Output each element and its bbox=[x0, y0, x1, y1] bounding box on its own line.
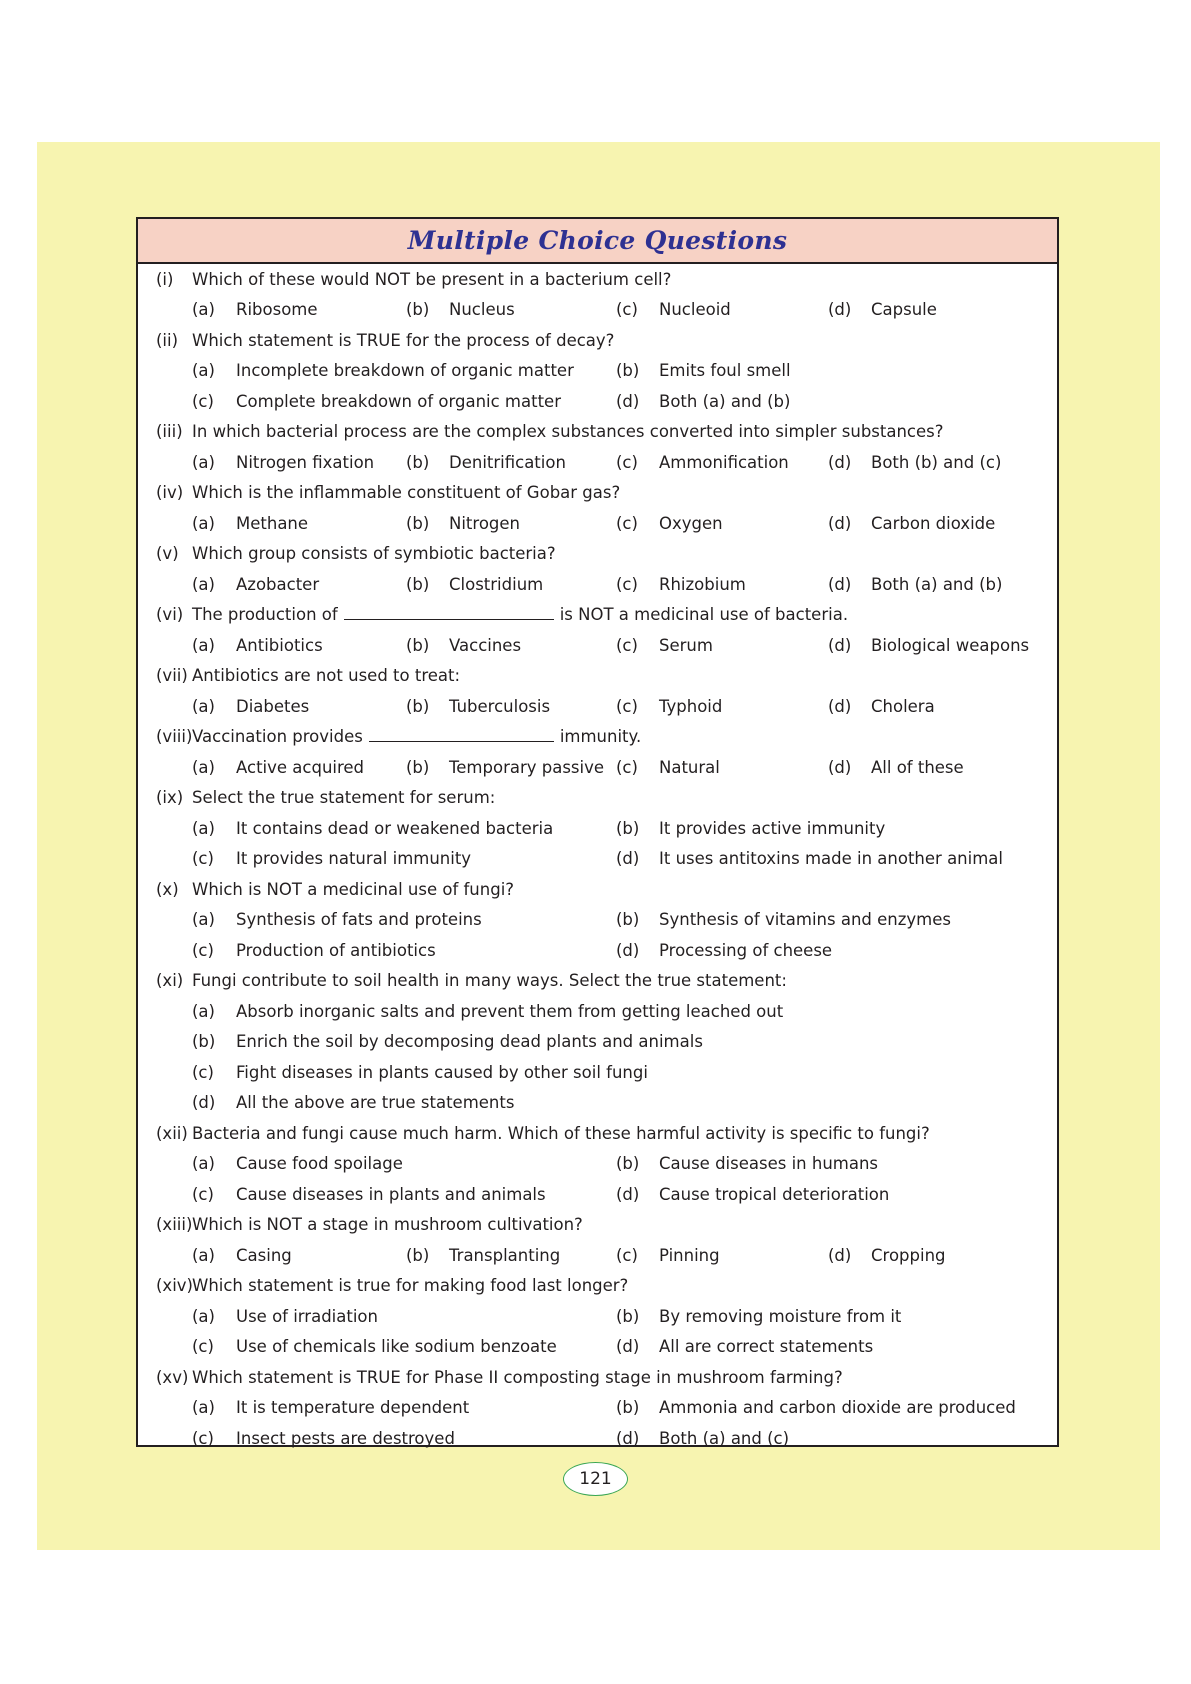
question-row bbox=[138, 783, 1057, 814]
option-label: (b) bbox=[406, 300, 430, 319]
option-label: (d) bbox=[192, 1093, 216, 1112]
option-text: Methane bbox=[236, 513, 309, 533]
option-label: (c) bbox=[616, 513, 638, 533]
question-number: (i) bbox=[156, 269, 174, 289]
option-text: Natural bbox=[659, 757, 720, 777]
option-text: Synthesis of vitamins and enzymes bbox=[659, 910, 951, 929]
option-label: (d) bbox=[828, 696, 852, 716]
option-label: (a) bbox=[192, 452, 215, 472]
question-row bbox=[138, 875, 1057, 906]
option-text: Use of chemicals like sodium benzoate bbox=[236, 1337, 557, 1356]
option-text: Casing bbox=[236, 1245, 292, 1265]
question-text: Which is the inflammable constituent of Gobar gas? bbox=[192, 483, 621, 502]
question-text: Which statement is TRUE for Phase II composting stage in mushroom farming? bbox=[192, 1367, 843, 1387]
option-text: All the above are true statements bbox=[236, 1093, 515, 1112]
question-text: In which bacterial process are the complex substances converted into simpler substances? bbox=[192, 422, 944, 441]
option-text: Rhizobium bbox=[659, 574, 746, 594]
question-text: Which of these would NOT be present in a bacterium cell? bbox=[192, 269, 672, 289]
question-text: Which is NOT a medicinal use of fungi? bbox=[192, 879, 515, 899]
option-label: (d) bbox=[828, 1245, 852, 1265]
option-text: It is temperature dependent bbox=[236, 1398, 470, 1417]
option-label: (c) bbox=[192, 940, 214, 960]
options-row bbox=[138, 356, 1057, 387]
question-row bbox=[138, 1271, 1057, 1302]
option-text: Ammonia and carbon dioxide are produced bbox=[659, 1398, 1016, 1417]
options-row bbox=[138, 692, 1057, 723]
option-label: (b) bbox=[616, 818, 640, 838]
option-text: Processing of cheese bbox=[659, 940, 833, 960]
option-label: (d) bbox=[616, 940, 640, 960]
question-number: (x) bbox=[156, 879, 179, 899]
question-row bbox=[138, 478, 1057, 509]
option-label: (d) bbox=[828, 513, 852, 533]
option-text: Absorb inorganic salts and prevent them from getting leached out bbox=[236, 1001, 784, 1021]
option-label: (d) bbox=[616, 1184, 640, 1204]
options-row bbox=[138, 1241, 1057, 1272]
option-text: Temporary passive bbox=[449, 757, 605, 777]
option-label: (d) bbox=[828, 300, 852, 319]
question-number: (ix) bbox=[156, 788, 184, 807]
option-label: (d) bbox=[616, 391, 640, 411]
question-text-after: is NOT a medicinal use of bacteria. bbox=[559, 605, 849, 624]
mcq-header bbox=[138, 219, 1057, 264]
option-text: It contains dead or weakened bacteria bbox=[236, 818, 554, 838]
option-text: Denitrification bbox=[449, 452, 566, 472]
question-number: (vii) bbox=[156, 666, 188, 685]
option-label: (a) bbox=[192, 1001, 215, 1021]
options-row bbox=[138, 1180, 1057, 1211]
option-text: Active acquired bbox=[236, 757, 365, 777]
question-row bbox=[138, 1363, 1057, 1394]
option-label: (b) bbox=[406, 757, 430, 777]
question-row bbox=[138, 326, 1057, 357]
option-label: (a) bbox=[192, 361, 215, 380]
option-label: (d) bbox=[616, 1428, 640, 1448]
option-label: (c) bbox=[192, 1062, 214, 1082]
option-text: Diabetes bbox=[236, 696, 310, 716]
option-text: Fight diseases in plants caused by other soil fungi bbox=[236, 1062, 648, 1082]
option-label: (b) bbox=[406, 513, 430, 533]
question-number: (xiv) bbox=[156, 1276, 193, 1295]
option-label: (a) bbox=[192, 1398, 215, 1417]
option-text: Tuberculosis bbox=[449, 696, 551, 716]
option-label: (b) bbox=[616, 1398, 640, 1417]
option-label: (d) bbox=[828, 635, 852, 655]
option-label: (a) bbox=[192, 818, 215, 838]
question-text-after: immunity. bbox=[559, 727, 642, 746]
option-text: Transplanting bbox=[449, 1245, 561, 1265]
option-text: Ribosome bbox=[236, 300, 318, 319]
question-number: (iv) bbox=[156, 483, 184, 502]
option-text: Clostridium bbox=[449, 574, 544, 594]
option-text: Serum bbox=[659, 635, 713, 655]
options-row bbox=[138, 509, 1057, 540]
option-text: Nucleus bbox=[449, 300, 515, 319]
options-row bbox=[138, 631, 1057, 662]
options-row bbox=[138, 997, 1057, 1028]
option-text: Cholera bbox=[871, 696, 935, 716]
question-text: Antibiotics are not used to treat: bbox=[192, 666, 461, 685]
option-text: Synthesis of fats and proteins bbox=[236, 910, 482, 929]
option-label: (c) bbox=[616, 1245, 638, 1265]
question-row bbox=[138, 966, 1057, 997]
option-text: Cause diseases in humans bbox=[659, 1154, 879, 1173]
option-text: All of these bbox=[871, 757, 964, 777]
option-label: (a) bbox=[192, 635, 215, 655]
option-label: (a) bbox=[192, 574, 215, 594]
option-text: Incomplete breakdown of organic matter bbox=[236, 361, 574, 380]
option-text: All are correct statements bbox=[659, 1337, 874, 1356]
option-text: Typhoid bbox=[659, 696, 723, 716]
question-number: (xv) bbox=[156, 1367, 189, 1387]
page-number bbox=[563, 1462, 628, 1496]
option-text: It provides natural immunity bbox=[236, 849, 472, 868]
options-row bbox=[138, 387, 1057, 418]
option-text: Azobacter bbox=[236, 574, 320, 594]
question-row bbox=[138, 600, 1057, 631]
options-row bbox=[138, 753, 1057, 784]
option-label: (a) bbox=[192, 910, 215, 929]
options-row bbox=[138, 814, 1057, 845]
question-row bbox=[138, 1210, 1057, 1241]
fill-in-blank bbox=[369, 723, 554, 742]
option-text: Nitrogen fixation bbox=[236, 452, 375, 472]
options-row bbox=[138, 936, 1057, 967]
option-label: (d) bbox=[828, 452, 852, 472]
mcq-title: Multiple Choice Questions bbox=[407, 226, 788, 255]
option-text: Both (a) and (c) bbox=[659, 1428, 790, 1448]
option-label: (d) bbox=[616, 849, 640, 868]
options-row bbox=[138, 1424, 1057, 1455]
option-label: (a) bbox=[192, 513, 215, 533]
question-number: (xii) bbox=[156, 1123, 188, 1143]
option-text: Enrich the soil by decomposing dead plants and animals bbox=[236, 1032, 703, 1051]
option-text: Complete breakdown of organic matter bbox=[236, 391, 561, 411]
option-text: Nitrogen bbox=[449, 513, 520, 533]
option-label: (b) bbox=[192, 1032, 216, 1051]
options-row bbox=[138, 570, 1057, 601]
option-label: (b) bbox=[406, 574, 430, 594]
question-number: (xi) bbox=[156, 971, 184, 990]
question-row bbox=[138, 539, 1057, 570]
option-label: (c) bbox=[192, 1184, 214, 1204]
question-number: (iii) bbox=[156, 422, 183, 441]
option-label: (d) bbox=[828, 757, 852, 777]
option-label: (c) bbox=[616, 452, 638, 472]
option-text: Cause tropical deterioration bbox=[659, 1184, 890, 1204]
option-label: (c) bbox=[616, 757, 638, 777]
option-label: (c) bbox=[192, 1337, 214, 1356]
question-text: Which statement is true for making food last longer? bbox=[192, 1276, 629, 1295]
option-label: (c) bbox=[192, 1428, 214, 1448]
option-label: (a) bbox=[192, 1306, 215, 1326]
option-text: Production of antibiotics bbox=[236, 940, 436, 960]
question-text: Which group consists of symbiotic bacteria? bbox=[192, 544, 556, 563]
option-text: Nucleoid bbox=[659, 300, 731, 319]
option-label: (b) bbox=[616, 1154, 640, 1173]
option-label: (c) bbox=[192, 849, 214, 868]
option-text: Use of irradiation bbox=[236, 1306, 378, 1326]
options-row bbox=[138, 1149, 1057, 1180]
option-text: Cause diseases in plants and animals bbox=[236, 1184, 546, 1204]
option-label: (a) bbox=[192, 1245, 215, 1265]
question-row bbox=[138, 265, 1057, 296]
option-text: Capsule bbox=[871, 300, 937, 319]
question-text: Which statement is TRUE for the process of decay? bbox=[192, 330, 615, 350]
option-text: Both (a) and (b) bbox=[659, 391, 791, 411]
option-label: (c) bbox=[616, 574, 638, 594]
options-row bbox=[138, 905, 1057, 936]
option-label: (b) bbox=[616, 361, 640, 380]
question-text: Fungi contribute to soil health in many ways. Select the true statement: bbox=[192, 971, 787, 990]
page-number-text: 121 bbox=[579, 1469, 612, 1489]
option-label: (a) bbox=[192, 1154, 215, 1173]
option-text: Cause food spoilage bbox=[236, 1154, 403, 1173]
option-text: Vaccines bbox=[449, 635, 522, 655]
option-text: By removing moisture from it bbox=[659, 1306, 902, 1326]
option-text: Carbon dioxide bbox=[871, 513, 996, 533]
option-label: (b) bbox=[406, 696, 430, 716]
option-label: (b) bbox=[616, 910, 640, 929]
option-label: (c) bbox=[616, 300, 638, 319]
option-text: Biological weapons bbox=[871, 635, 1030, 655]
fill-in-blank bbox=[344, 601, 554, 620]
option-text: Emits foul smell bbox=[659, 361, 791, 380]
mcq-box bbox=[136, 217, 1059, 1447]
option-label: (d) bbox=[616, 1337, 640, 1356]
question-text-before: Vaccination provides bbox=[192, 727, 363, 746]
question-text-before: The production of bbox=[192, 605, 338, 624]
question-text: Which is NOT a stage in mushroom cultivation? bbox=[192, 1215, 583, 1234]
question-text: Bacteria and fungi cause much harm. Which of these harmful activity is specific to fungi? bbox=[192, 1123, 930, 1143]
options-row bbox=[138, 295, 1057, 326]
option-text: Ammonification bbox=[659, 452, 789, 472]
question-number: (vi) bbox=[156, 605, 184, 624]
options-row bbox=[138, 844, 1057, 875]
option-label: (b) bbox=[406, 635, 430, 655]
question-row bbox=[138, 417, 1057, 448]
option-text: Insect pests are destroyed bbox=[236, 1428, 455, 1448]
option-label: (a) bbox=[192, 696, 215, 716]
options-row bbox=[138, 1058, 1057, 1089]
question-row bbox=[138, 1119, 1057, 1150]
option-label: (c) bbox=[192, 391, 214, 411]
option-text: Cropping bbox=[871, 1245, 946, 1265]
option-text: It uses antitoxins made in another animal bbox=[659, 849, 1003, 868]
option-label: (c) bbox=[616, 635, 638, 655]
option-text: It provides active immunity bbox=[659, 818, 886, 838]
option-text: Antibiotics bbox=[236, 635, 323, 655]
option-label: (b) bbox=[406, 452, 430, 472]
option-text: Both (a) and (b) bbox=[871, 574, 1003, 594]
question-row bbox=[138, 722, 1057, 753]
options-row bbox=[138, 1393, 1057, 1424]
question-text bbox=[192, 600, 848, 631]
question-number: (v) bbox=[156, 544, 179, 563]
question-row bbox=[138, 661, 1057, 692]
option-text: Both (b) and (c) bbox=[871, 452, 1002, 472]
question-text: Select the true statement for serum: bbox=[192, 788, 496, 807]
options-row bbox=[138, 1332, 1057, 1363]
question-number: (ii) bbox=[156, 330, 179, 350]
question-number: (viii) bbox=[156, 727, 193, 746]
option-label: (b) bbox=[616, 1306, 640, 1326]
options-row bbox=[138, 1027, 1057, 1058]
option-label: (a) bbox=[192, 300, 215, 319]
option-label: (a) bbox=[192, 757, 215, 777]
question-text bbox=[192, 722, 641, 753]
options-row bbox=[138, 448, 1057, 479]
options-row bbox=[138, 1302, 1057, 1333]
question-number: (xiii) bbox=[156, 1215, 193, 1234]
option-label: (d) bbox=[828, 574, 852, 594]
option-label: (c) bbox=[616, 696, 638, 716]
option-text: Pinning bbox=[659, 1245, 720, 1265]
options-row bbox=[138, 1088, 1057, 1119]
option-text: Oxygen bbox=[659, 513, 723, 533]
option-label: (b) bbox=[406, 1245, 430, 1265]
